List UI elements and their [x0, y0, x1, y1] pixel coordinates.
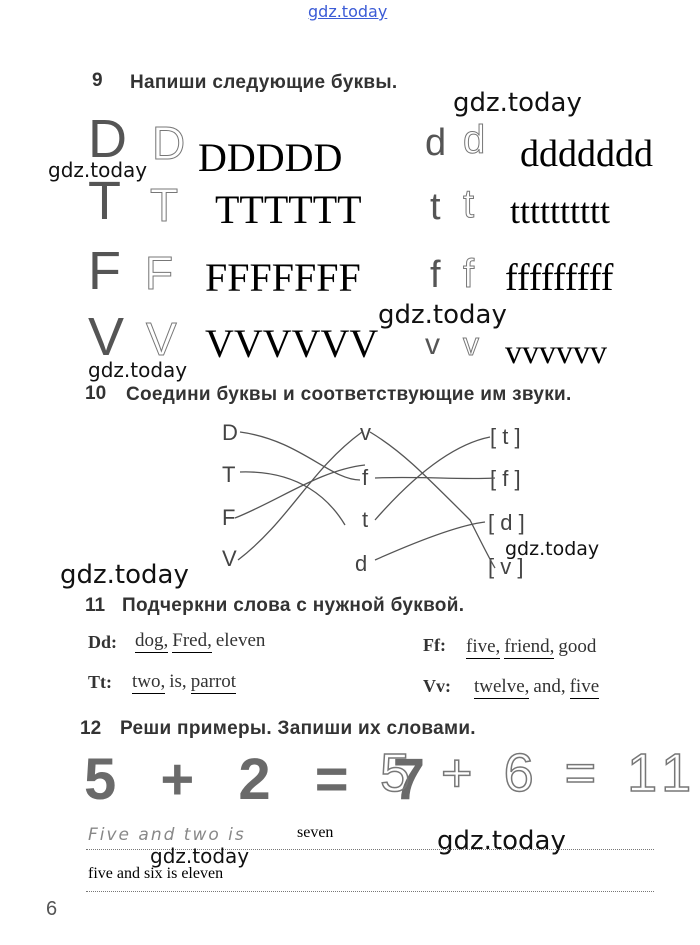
- connect-line: [375, 522, 485, 560]
- word-underlined: friend,: [504, 636, 555, 657]
- model-answer-text: Five and two is: [88, 825, 246, 845]
- handwritten-upper-f: FFFFFFF: [205, 255, 361, 300]
- word: is,: [169, 671, 187, 692]
- match-right-f: [ f ]: [490, 466, 521, 491]
- handwritten-lower-t: tttttttttt: [510, 191, 611, 231]
- letter-outline-lower-f: f: [463, 252, 475, 296]
- word-underlined: five,: [466, 636, 501, 657]
- letter-upper-t: T: [88, 171, 121, 231]
- letter-lower-t: t: [430, 186, 441, 228]
- letter-outline-upper-f: F: [145, 247, 174, 299]
- word-underlined: Fred,: [172, 630, 212, 651]
- connect-line: [370, 432, 495, 568]
- label-tt: Tt:: [88, 672, 112, 692]
- words-vv: [474, 676, 599, 698]
- match-middle-v: v: [360, 420, 371, 445]
- answer-2: five and six is eleven: [88, 865, 224, 882]
- word-underlined: parrot: [190, 671, 237, 692]
- handwritten-upper-t: TTTTTT: [215, 187, 362, 232]
- match-left-f: F: [222, 505, 236, 530]
- words-dd: [135, 630, 265, 652]
- watermark: gdz.today: [48, 158, 148, 182]
- equation-1: 5 + 2 = 7: [84, 747, 439, 812]
- letter-outline-upper-v: V: [146, 313, 177, 365]
- word-underlined: five: [569, 676, 600, 697]
- exercise-9-number: 9: [92, 70, 103, 91]
- word: and,: [533, 676, 566, 697]
- word-underlined: two,: [132, 671, 166, 692]
- letter-lower-f: f: [430, 254, 441, 296]
- watermark: gdz.today: [437, 826, 566, 856]
- letter-lower-v: v: [425, 328, 440, 361]
- connect-line: [240, 472, 345, 525]
- handwritten-lower-f: fffffffff: [505, 257, 614, 299]
- match-middle-f: f: [362, 465, 369, 490]
- handwritten-upper-v: VVVVVV: [205, 321, 379, 366]
- match-middle-t: t: [362, 507, 369, 532]
- match-right-d: [ d ]: [488, 510, 525, 535]
- exercise-12-title: Реши примеры. Запиши их словами.: [120, 718, 476, 739]
- watermark: gdz.today: [150, 844, 250, 868]
- words-ff: [466, 636, 596, 658]
- label-vv: Vv:: [423, 676, 451, 696]
- page-number: 6: [46, 898, 58, 920]
- match-left-d: D: [222, 420, 238, 445]
- handwritten-lower-d: ddddddd: [520, 133, 653, 175]
- answer-1: seven: [297, 824, 334, 841]
- letter-outline-upper-t: T: [150, 179, 179, 231]
- match-right-t: [ t ]: [490, 424, 521, 449]
- word: eleven: [215, 630, 266, 651]
- letter-outline-lower-d: d: [463, 118, 486, 162]
- connect-line: [235, 465, 365, 518]
- exercise-10-title: Соедини буквы и соответствующие им звуки.: [126, 384, 572, 405]
- exercise-11-number: 11: [85, 595, 106, 616]
- label-ff: Ff:: [423, 635, 446, 655]
- letter-outline-lower-t: t: [463, 182, 475, 226]
- match-left-t: T: [222, 462, 236, 487]
- watermark: gdz.today: [453, 88, 582, 118]
- letter-upper-d: D: [88, 109, 127, 169]
- exercise-10-number: 10: [85, 383, 107, 404]
- exercise-11-title: Подчеркни слова с нужной буквой.: [122, 595, 465, 616]
- answer-line-2: [86, 890, 654, 892]
- word-underlined: twelve,: [474, 676, 530, 697]
- watermark: gdz.today: [378, 300, 507, 330]
- word-underlined: dog,: [135, 630, 169, 651]
- letter-lower-d: d: [425, 122, 447, 164]
- match-middle-d: d: [355, 551, 368, 576]
- watermark-top: gdz.today: [308, 2, 388, 21]
- label-dd: Dd:: [88, 632, 118, 652]
- match-left-v: V: [222, 546, 237, 571]
- watermark: gdz.today: [60, 560, 189, 590]
- handwritten-upper-d: DDDDD: [198, 135, 343, 180]
- handwritten-lower-v: vvvvvv: [505, 334, 607, 371]
- connect-line: [375, 477, 495, 478]
- exercise-9-title: Напиши следующие буквы.: [130, 72, 398, 93]
- watermark: gdz.today: [505, 538, 600, 560]
- equation-2: 5 + 6 = 11: [380, 743, 700, 803]
- letter-upper-f: F: [88, 241, 121, 301]
- match-right-v: [ v ]: [488, 554, 524, 579]
- letter-outline-upper-d: D: [152, 117, 186, 169]
- word: good: [558, 636, 597, 657]
- watermark: gdz.today: [88, 358, 188, 382]
- words-tt: [132, 671, 236, 693]
- letter-upper-v: V: [88, 307, 125, 367]
- letter-outline-lower-v: v: [463, 326, 479, 362]
- connect-line: [238, 432, 362, 560]
- exercise-12-number: 12: [80, 718, 102, 739]
